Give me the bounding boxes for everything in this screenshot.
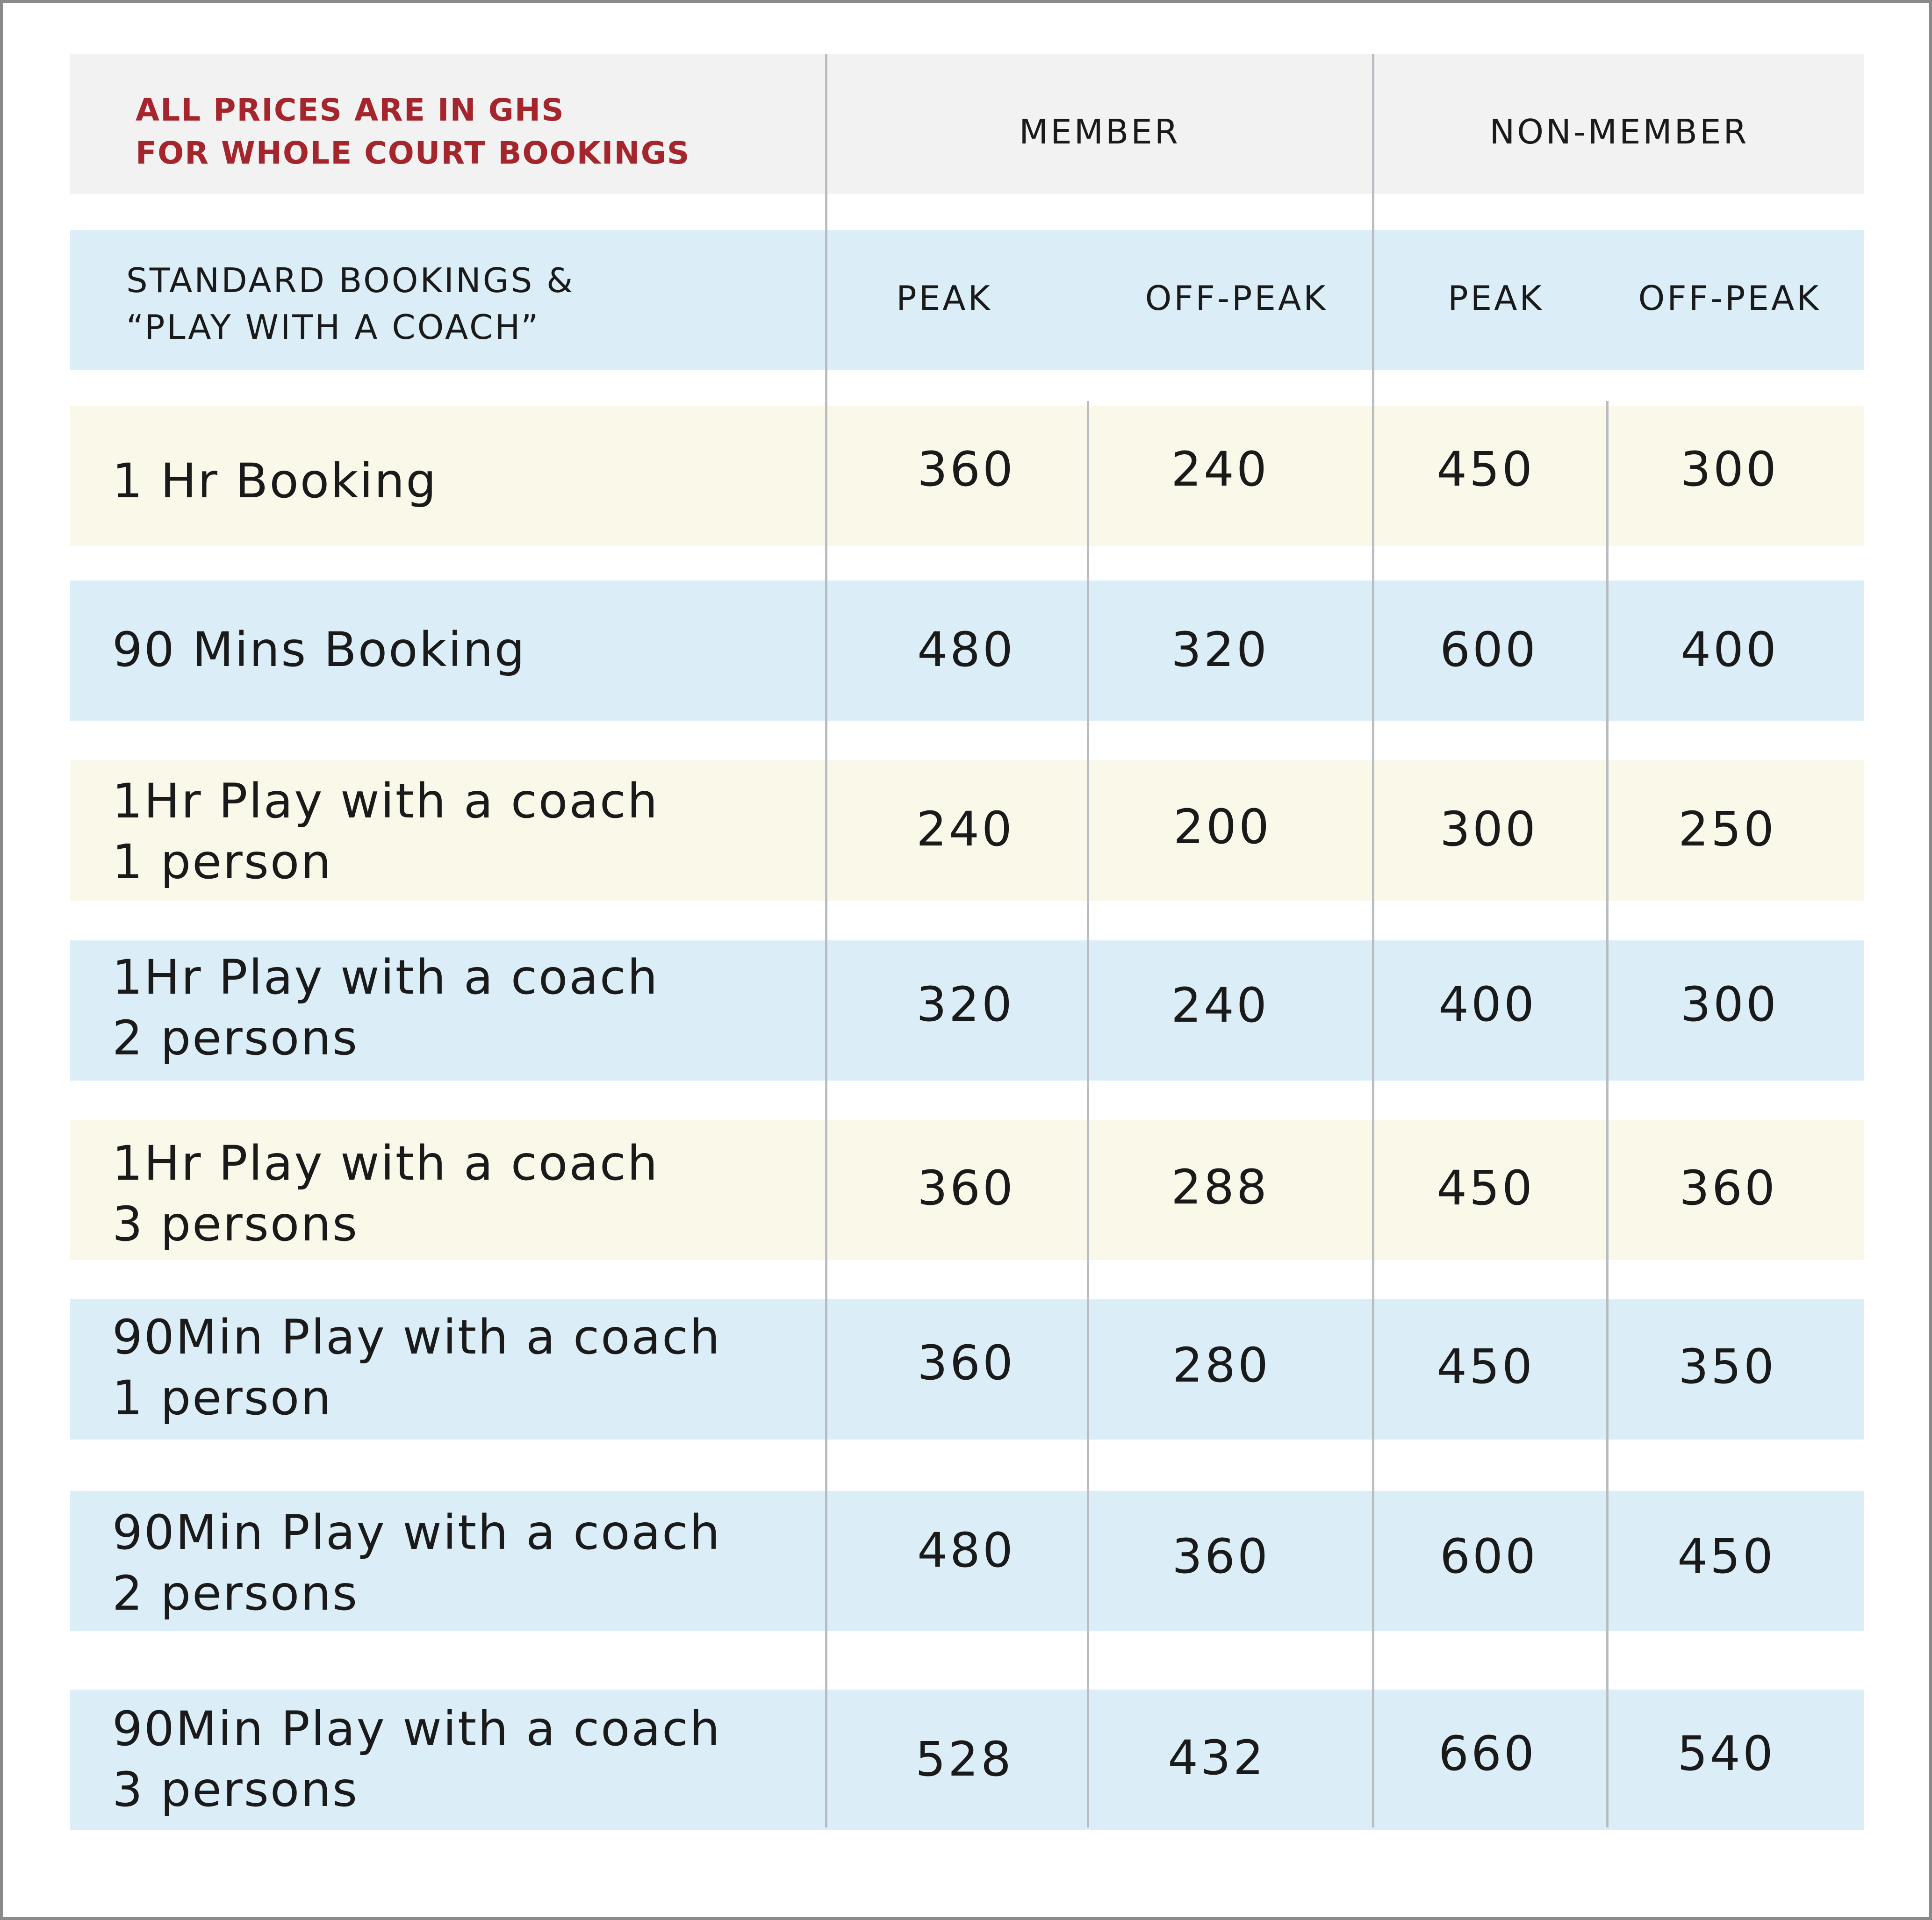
row-1-label: 1 Hr Booking bbox=[112, 453, 438, 509]
row-5-label bbox=[112, 1133, 659, 1255]
row-6-label-line2: 1 person bbox=[112, 1370, 332, 1426]
row-8-nonmember-peak: 660 bbox=[1438, 1726, 1537, 1782]
row-6-member-offpeak: 280 bbox=[1172, 1338, 1271, 1393]
row-6-label bbox=[112, 1307, 721, 1429]
row-3-member-peak: 240 bbox=[916, 802, 1014, 857]
currency-note-line1: ALL PRICES ARE IN GHS bbox=[136, 92, 565, 128]
row-4-label-line1: 1Hr Play with a coach bbox=[112, 950, 659, 1005]
row-4-label-line2: 2 persons bbox=[112, 1010, 359, 1066]
row-8-label-line2: 3 persons bbox=[112, 1762, 359, 1818]
row-8-label bbox=[112, 1699, 721, 1820]
row-7-label bbox=[112, 1503, 721, 1624]
member-heading: MEMBER bbox=[1019, 112, 1180, 151]
row-5-nonmember-peak: 450 bbox=[1436, 1161, 1535, 1216]
divider-nonmember-peak-offpeak bbox=[1606, 401, 1609, 1827]
row-4-label bbox=[112, 947, 659, 1069]
row-7-nonmember-offpeak: 450 bbox=[1677, 1529, 1775, 1584]
divider-label-member bbox=[825, 54, 827, 1827]
standard-bookings-line1: STANDARD BOOKINGS & bbox=[126, 261, 575, 300]
row-6-member-peak: 360 bbox=[917, 1335, 1015, 1391]
row-5-member-offpeak: 288 bbox=[1171, 1160, 1269, 1215]
row-4-member-peak: 320 bbox=[916, 977, 1014, 1032]
row-1-nonmember-offpeak: 300 bbox=[1681, 442, 1779, 497]
row-3-nonmember-peak: 300 bbox=[1440, 802, 1538, 857]
row-2-nonmember-peak: 600 bbox=[1440, 622, 1538, 678]
row-1-member-peak: 360 bbox=[917, 442, 1015, 497]
nonmember-offpeak-heading: OFF-PEAK bbox=[1638, 279, 1821, 318]
row-2-label: 90 Mins Booking bbox=[112, 622, 526, 678]
row-7-label-line2: 2 persons bbox=[112, 1566, 359, 1621]
row-5-member-peak: 360 bbox=[917, 1161, 1015, 1216]
standard-bookings-heading bbox=[126, 257, 575, 351]
row-8-label-line1: 90Min Play with a coach bbox=[112, 1701, 721, 1757]
currency-note bbox=[136, 89, 690, 175]
row-3-nonmember-offpeak: 250 bbox=[1678, 802, 1776, 857]
row-2-nonmember-offpeak: 400 bbox=[1681, 622, 1779, 678]
divider-member-nonmember bbox=[1372, 54, 1374, 1827]
row-1-nonmember-peak: 450 bbox=[1436, 442, 1535, 497]
row-1-member-offpeak: 240 bbox=[1171, 442, 1269, 497]
row-5-label-line2: 3 persons bbox=[112, 1196, 359, 1252]
row-2-member-offpeak: 320 bbox=[1171, 622, 1269, 678]
row-2-member-peak: 480 bbox=[917, 622, 1015, 678]
row-6-label-line1: 90Min Play with a coach bbox=[112, 1310, 721, 1365]
row-7-member-peak: 480 bbox=[917, 1523, 1015, 1578]
divider-member-peak-offpeak bbox=[1087, 401, 1089, 1827]
row-3-label-line2: 1 person bbox=[112, 834, 332, 890]
non-member-heading: NON-MEMBER bbox=[1489, 112, 1749, 151]
row-3-label bbox=[112, 771, 659, 893]
nonmember-peak-heading: PEAK bbox=[1448, 279, 1544, 318]
row-8-member-peak: 528 bbox=[915, 1732, 1013, 1787]
row-3-label-line1: 1Hr Play with a coach bbox=[112, 774, 659, 829]
row-5-nonmember-offpeak: 360 bbox=[1679, 1161, 1777, 1216]
row-5-label-line1: 1Hr Play with a coach bbox=[112, 1136, 659, 1191]
member-offpeak-heading: OFF-PEAK bbox=[1145, 279, 1328, 318]
row-8-nonmember-offpeak: 540 bbox=[1677, 1726, 1775, 1782]
currency-note-line2: FOR WHOLE COURT BOOKINGS bbox=[136, 135, 690, 171]
row-4-nonmember-offpeak: 300 bbox=[1681, 977, 1779, 1032]
row-4-nonmember-peak: 400 bbox=[1438, 977, 1537, 1032]
row-6-nonmember-peak: 450 bbox=[1436, 1339, 1535, 1395]
row-4-member-offpeak: 240 bbox=[1171, 978, 1269, 1033]
member-peak-heading: PEAK bbox=[896, 279, 992, 318]
row-7-nonmember-peak: 600 bbox=[1440, 1529, 1538, 1584]
row-8-member-offpeak: 432 bbox=[1168, 1730, 1266, 1786]
row-6-nonmember-offpeak: 350 bbox=[1678, 1339, 1776, 1395]
row-3-member-offpeak: 200 bbox=[1173, 799, 1271, 855]
row-7-label-line1: 90Min Play with a coach bbox=[112, 1505, 721, 1561]
standard-bookings-line2: “PLAY WITH A COACH” bbox=[126, 308, 540, 347]
row-7-member-offpeak: 360 bbox=[1172, 1529, 1270, 1584]
